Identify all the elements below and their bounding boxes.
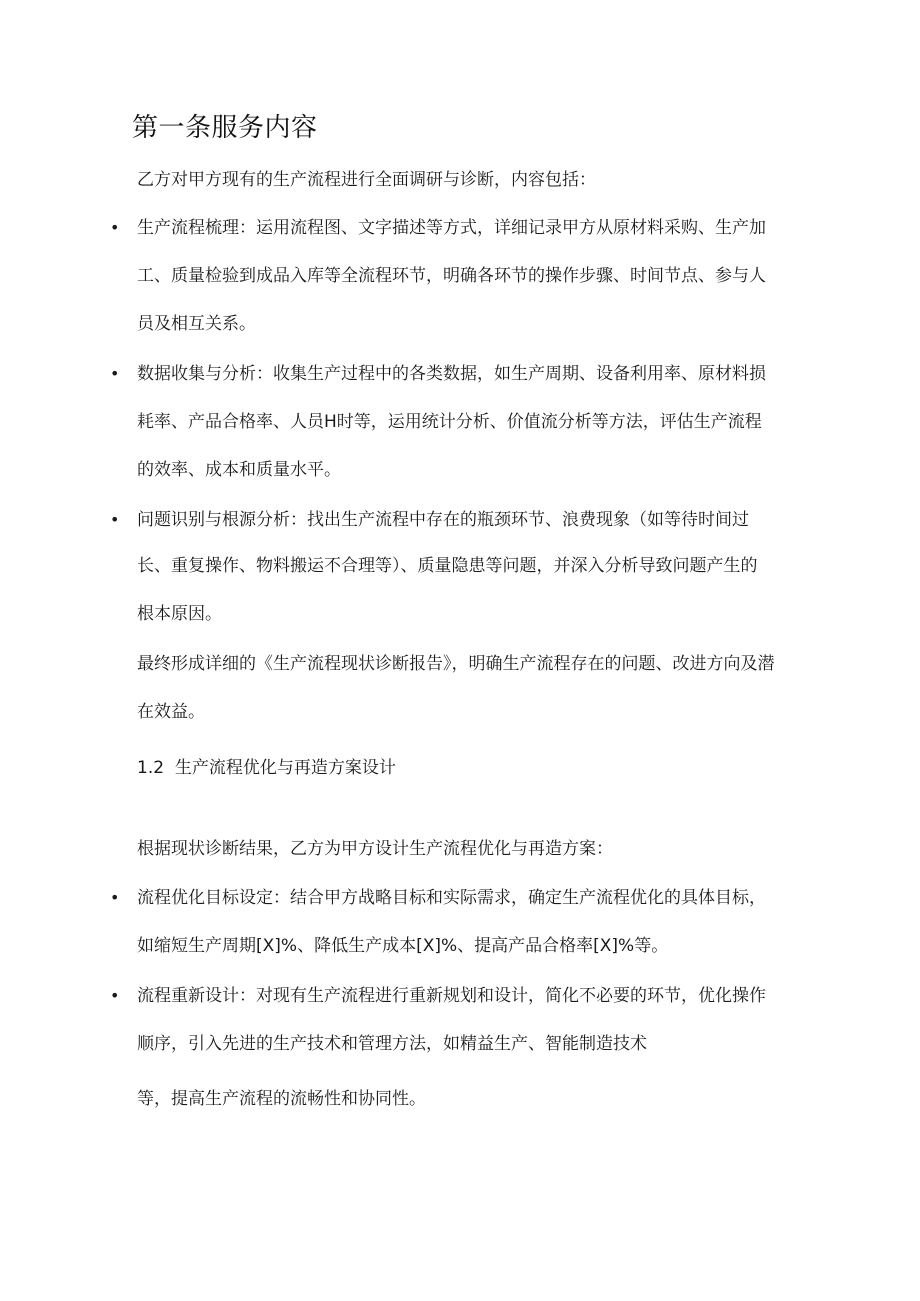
subsection-number: 1.2: [137, 758, 165, 778]
bullet-marker: •: [110, 986, 120, 1005]
item-process-mapping-line-3: 员及相互关系。: [137, 314, 256, 334]
bullet-marker: •: [110, 510, 120, 529]
conclusion-line-2: 在效益。: [137, 702, 205, 722]
final-line: 等，提高生产流程的流畅性和协同性。: [137, 1089, 426, 1109]
item-data-analysis-line-2: 耗率、产品合格率、人员H时等，运用统计分析、价值流分析等方法，评估生产流程: [137, 412, 762, 432]
bullet-marker: •: [110, 364, 120, 383]
subsection-heading: [137, 755, 396, 781]
item-root-cause-line-1: 问题识别与根源分析：找出生产流程中存在的瓶颈环节、浪费现象（如等待时间过: [137, 510, 749, 530]
item-process-mapping-line-1: 生产流程梳理：运用流程图、文字描述等方式，详细记录甲方从原材料采购、生产加: [137, 218, 766, 238]
item-redesign-line-2: 顺序，引入先进的生产技术和管理方法，如精益生产、智能制造技术: [137, 1034, 647, 1054]
bullet-marker: •: [110, 888, 120, 907]
item-data-analysis-line-1: 数据收集与分析：收集生产过程中的各类数据，如生产周期、设备利用率、原材料损: [137, 364, 766, 384]
section2-intro: 根据现状诊断结果，乙方为甲方设计生产流程优化与再造方案：: [137, 839, 613, 859]
section-title: 第一条服务内容: [132, 113, 318, 143]
item-goal-setting-line-2: 如缩短生产周期[X]%、降低生产成本[X]%、提高产品合格率[X]%等。: [137, 936, 669, 956]
item-redesign-line-1: 流程重新设计：对现有生产流程进行重新规划和设计，简化不必要的环节，优化操作: [137, 986, 766, 1006]
conclusion-line-1: 最终形成详细的《生产流程现状诊断报告》，明确生产流程存在的问题、改进方向及潜: [137, 654, 775, 674]
item-data-analysis-line-3: 的效率、成本和质量水平。: [137, 460, 341, 480]
item-root-cause-line-2: 长、重复操作、物料搬运不合理等）、质量隐患等问题，并深入分析导致问题产生的: [137, 556, 758, 576]
item-goal-setting-line-1: 流程优化目标设定：结合甲方战略目标和实际需求，确定生产流程优化的具体目标，: [137, 888, 766, 908]
item-root-cause-line-3: 根本原因。: [137, 604, 222, 624]
intro-paragraph: 乙方对甲方现有的生产流程进行全面调研与诊断，内容包括：: [137, 170, 596, 190]
item-process-mapping-line-2: 工、质量检验到成品入库等全流程环节，明确各环节的操作步骤、时间节点、参与人: [137, 266, 766, 286]
bullet-marker: •: [110, 218, 120, 237]
subsection-title: 生产流程优化与再造方案设计: [174, 758, 396, 778]
